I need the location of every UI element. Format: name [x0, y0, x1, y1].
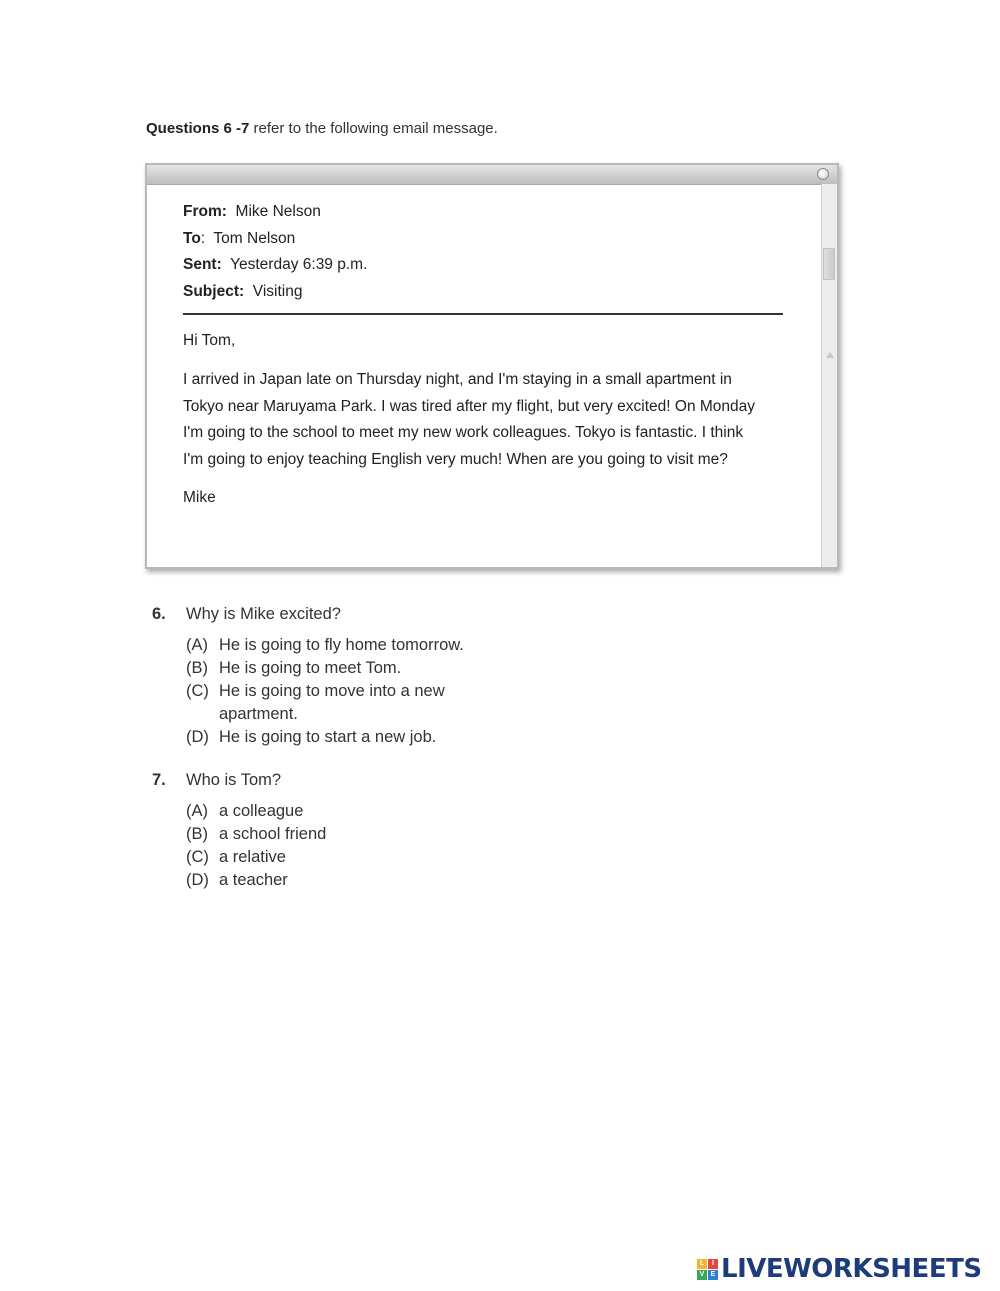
email-title-bar	[147, 165, 837, 185]
email-body	[183, 367, 785, 473]
question-text: Who is Tom?	[186, 771, 282, 789]
from-label: From:	[183, 203, 227, 220]
question-7-options	[186, 800, 479, 892]
answer-option[interactable]	[186, 800, 479, 823]
to-label: To	[183, 229, 201, 247]
close-icon[interactable]	[817, 168, 829, 180]
option-letter: (D)	[186, 728, 209, 746]
option-text: a teacher	[219, 871, 288, 889]
logo-block: V	[697, 1270, 707, 1280]
option-text: He is going to move into a new apartment.	[219, 682, 445, 723]
answer-option[interactable]	[186, 657, 539, 680]
logo-text: LIVEWORKSHEETS	[721, 1254, 982, 1284]
option-letter: (A)	[186, 636, 208, 654]
answer-option[interactable]	[186, 634, 539, 657]
answer-option[interactable]	[186, 680, 539, 726]
intro-rest: refer to the following email message.	[249, 120, 498, 137]
option-letter: (D)	[186, 871, 209, 889]
answer-option[interactable]	[186, 846, 479, 869]
subject-label: Subject:	[183, 282, 245, 300]
header-divider	[183, 313, 783, 315]
email-body-line: I'm going to enjoy teaching English very much! When are you going to visit me?	[183, 450, 728, 468]
liveworksheets-logo	[697, 1254, 982, 1284]
answer-option[interactable]	[186, 726, 539, 749]
logo-blocks-icon	[697, 1259, 718, 1280]
scrollbar-thumb[interactable]	[823, 248, 835, 280]
intro-text	[146, 120, 498, 137]
option-letter: (C)	[186, 848, 209, 866]
option-text: He is going to fly home tomorrow.	[219, 636, 464, 654]
question-6	[152, 605, 341, 624]
option-text: He is going to meet Tom.	[219, 659, 402, 677]
option-text: a relative	[219, 848, 286, 866]
logo-block: I	[708, 1259, 718, 1269]
email-window	[145, 163, 839, 569]
scroll-up-arrow-icon[interactable]	[826, 352, 834, 358]
email-subject-row	[183, 279, 785, 306]
email-scrollbar[interactable]	[821, 184, 837, 567]
option-text: a colleague	[219, 802, 304, 820]
sent-label: Sent:	[183, 256, 222, 273]
from-value: Mike Nelson	[235, 203, 321, 220]
email-body-line: I arrived in Japan late on Thursday night, and I'm staying in a small apartment in	[183, 371, 732, 388]
email-body-line: Tokyo near Maruyama Park. I was tired after my flight, but very excited! On Monday	[183, 397, 756, 415]
to-value: : Tom Nelson	[200, 229, 296, 247]
option-text: He is going to start a new job.	[219, 728, 437, 746]
question-text: Why is Mike excited?	[186, 605, 341, 623]
email-signoff: Mike	[183, 489, 216, 506]
answer-option[interactable]	[186, 869, 479, 892]
email-to-row	[183, 226, 785, 253]
email-from-row	[183, 199, 785, 226]
option-text: a school friend	[219, 825, 327, 843]
email-content	[183, 199, 785, 509]
answer-option[interactable]	[186, 823, 479, 846]
logo-block: E	[708, 1270, 718, 1280]
question-7	[152, 771, 281, 790]
option-letter: (A)	[186, 802, 208, 820]
question-number: 6.	[152, 605, 166, 623]
email-body-line: I'm going to the school to meet my new work colleagues. Tokyo is fantastic. I think	[183, 424, 744, 441]
sent-value: Yesterday 6:39 p.m.	[230, 256, 368, 273]
question-number: 7.	[152, 771, 166, 789]
option-letter: (B)	[186, 659, 208, 677]
subject-value: Visiting	[252, 282, 303, 300]
option-letter: (B)	[186, 825, 208, 843]
option-letter: (C)	[186, 682, 209, 700]
intro-questions-range: Questions 6 -7	[146, 120, 250, 137]
logo-block: L	[697, 1259, 707, 1269]
email-sent-row	[183, 252, 785, 279]
question-6-options	[186, 634, 539, 749]
email-greeting: Hi Tom,	[183, 332, 236, 349]
